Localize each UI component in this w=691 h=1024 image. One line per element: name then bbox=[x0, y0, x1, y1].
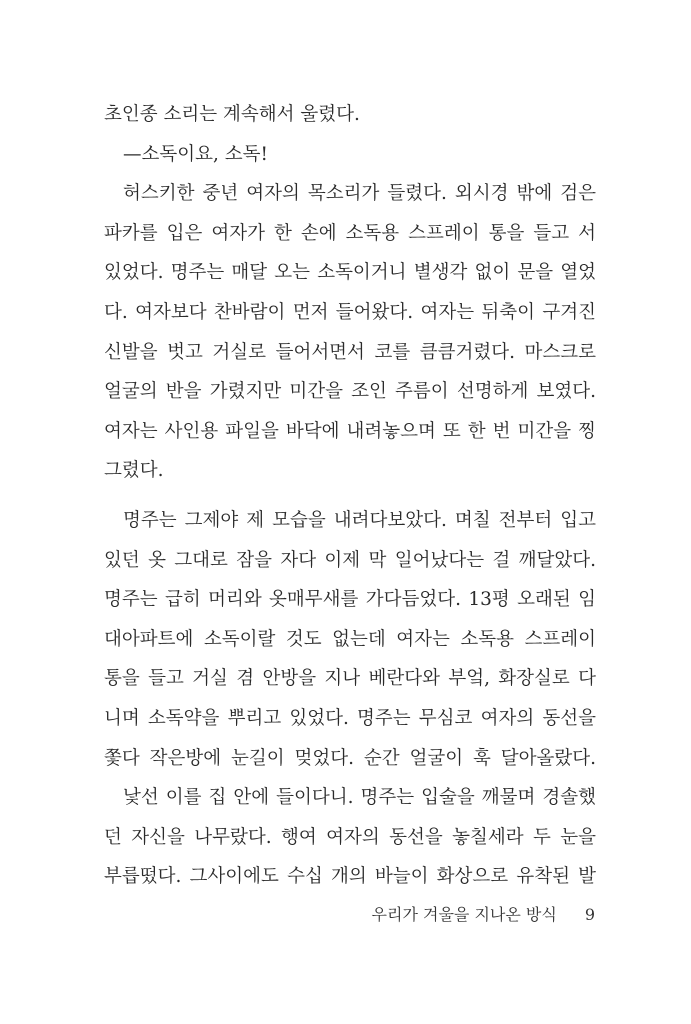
dialogue-line: —소독이요, 소독! bbox=[123, 143, 268, 165]
running-footer bbox=[372, 902, 595, 925]
text-line: 명주는 그제야 제 모습을 내려다보았다. 며칠 전부터 입고 bbox=[123, 509, 596, 531]
text-line: 파카를 입은 여자가 한 손에 소독용 스프레이 통을 들고 서 bbox=[104, 222, 596, 244]
book-title: 우리가 겨울을 지나온 방식 bbox=[371, 905, 557, 924]
text-line: 초인종 소리는 계속해서 울렸다. bbox=[104, 104, 360, 125]
text-line: 신발을 벗고 거실로 들어서면서 코를 큼큼거렸다. 마스크로 bbox=[104, 341, 596, 363]
text-line: 던 자신을 나무랐다. 행여 여자의 동선을 놓칠세라 두 눈을 bbox=[104, 826, 596, 848]
text-line: 낯선 이를 집 안에 들이다니. 명주는 입술을 깨물며 경솔했 bbox=[123, 787, 596, 809]
text-line: 대아파트에 소독이랄 것도 없는데 여자는 소독용 스프레이 bbox=[104, 628, 596, 650]
text-line: 여자는 사인용 파일을 바닥에 내려놓으며 또 한 번 미간을 찡 bbox=[104, 420, 596, 442]
text-line: 다. 여자보다 찬바람이 먼저 들어왔다. 여자는 뒤축이 구겨진 bbox=[104, 301, 596, 323]
text-line: 있던 옷 그대로 잠을 자다 이제 막 일어났다는 걸 깨달았다. bbox=[104, 549, 596, 571]
text-line: 쫓다 작은방에 눈길이 멎었다. 순간 얼굴이 훅 달아올랐다. bbox=[104, 747, 596, 769]
page-body bbox=[104, 95, 596, 897]
text-line: 부릅떴다. 그사이에도 수십 개의 바늘이 화상으로 유착된 발 bbox=[104, 866, 596, 888]
text-line: 얼굴의 반을 가렸지만 미간을 조인 주름이 선명하게 보였다. bbox=[104, 381, 596, 403]
text-line: 니며 소독약을 뿌리고 있었다. 명주는 무심코 여자의 동선을 bbox=[104, 707, 596, 729]
text-line: 통을 들고 거실 겸 안방을 지나 베란다와 부엌, 화장실로 다 bbox=[104, 668, 596, 690]
text-line: 그렸다. bbox=[104, 460, 164, 482]
text-line: 있었다. 명주는 매달 오는 소독이거니 별생각 없이 문을 열었 bbox=[104, 262, 596, 284]
text-line: 허스키한 중년 여자의 목소리가 들렸다. 외시경 밖에 검은 bbox=[123, 183, 596, 205]
text-line: 명주는 급히 머리와 옷매무새를 가다듬었다. 13평 오래된 임 bbox=[104, 589, 596, 611]
page-number: 9 bbox=[584, 905, 595, 924]
